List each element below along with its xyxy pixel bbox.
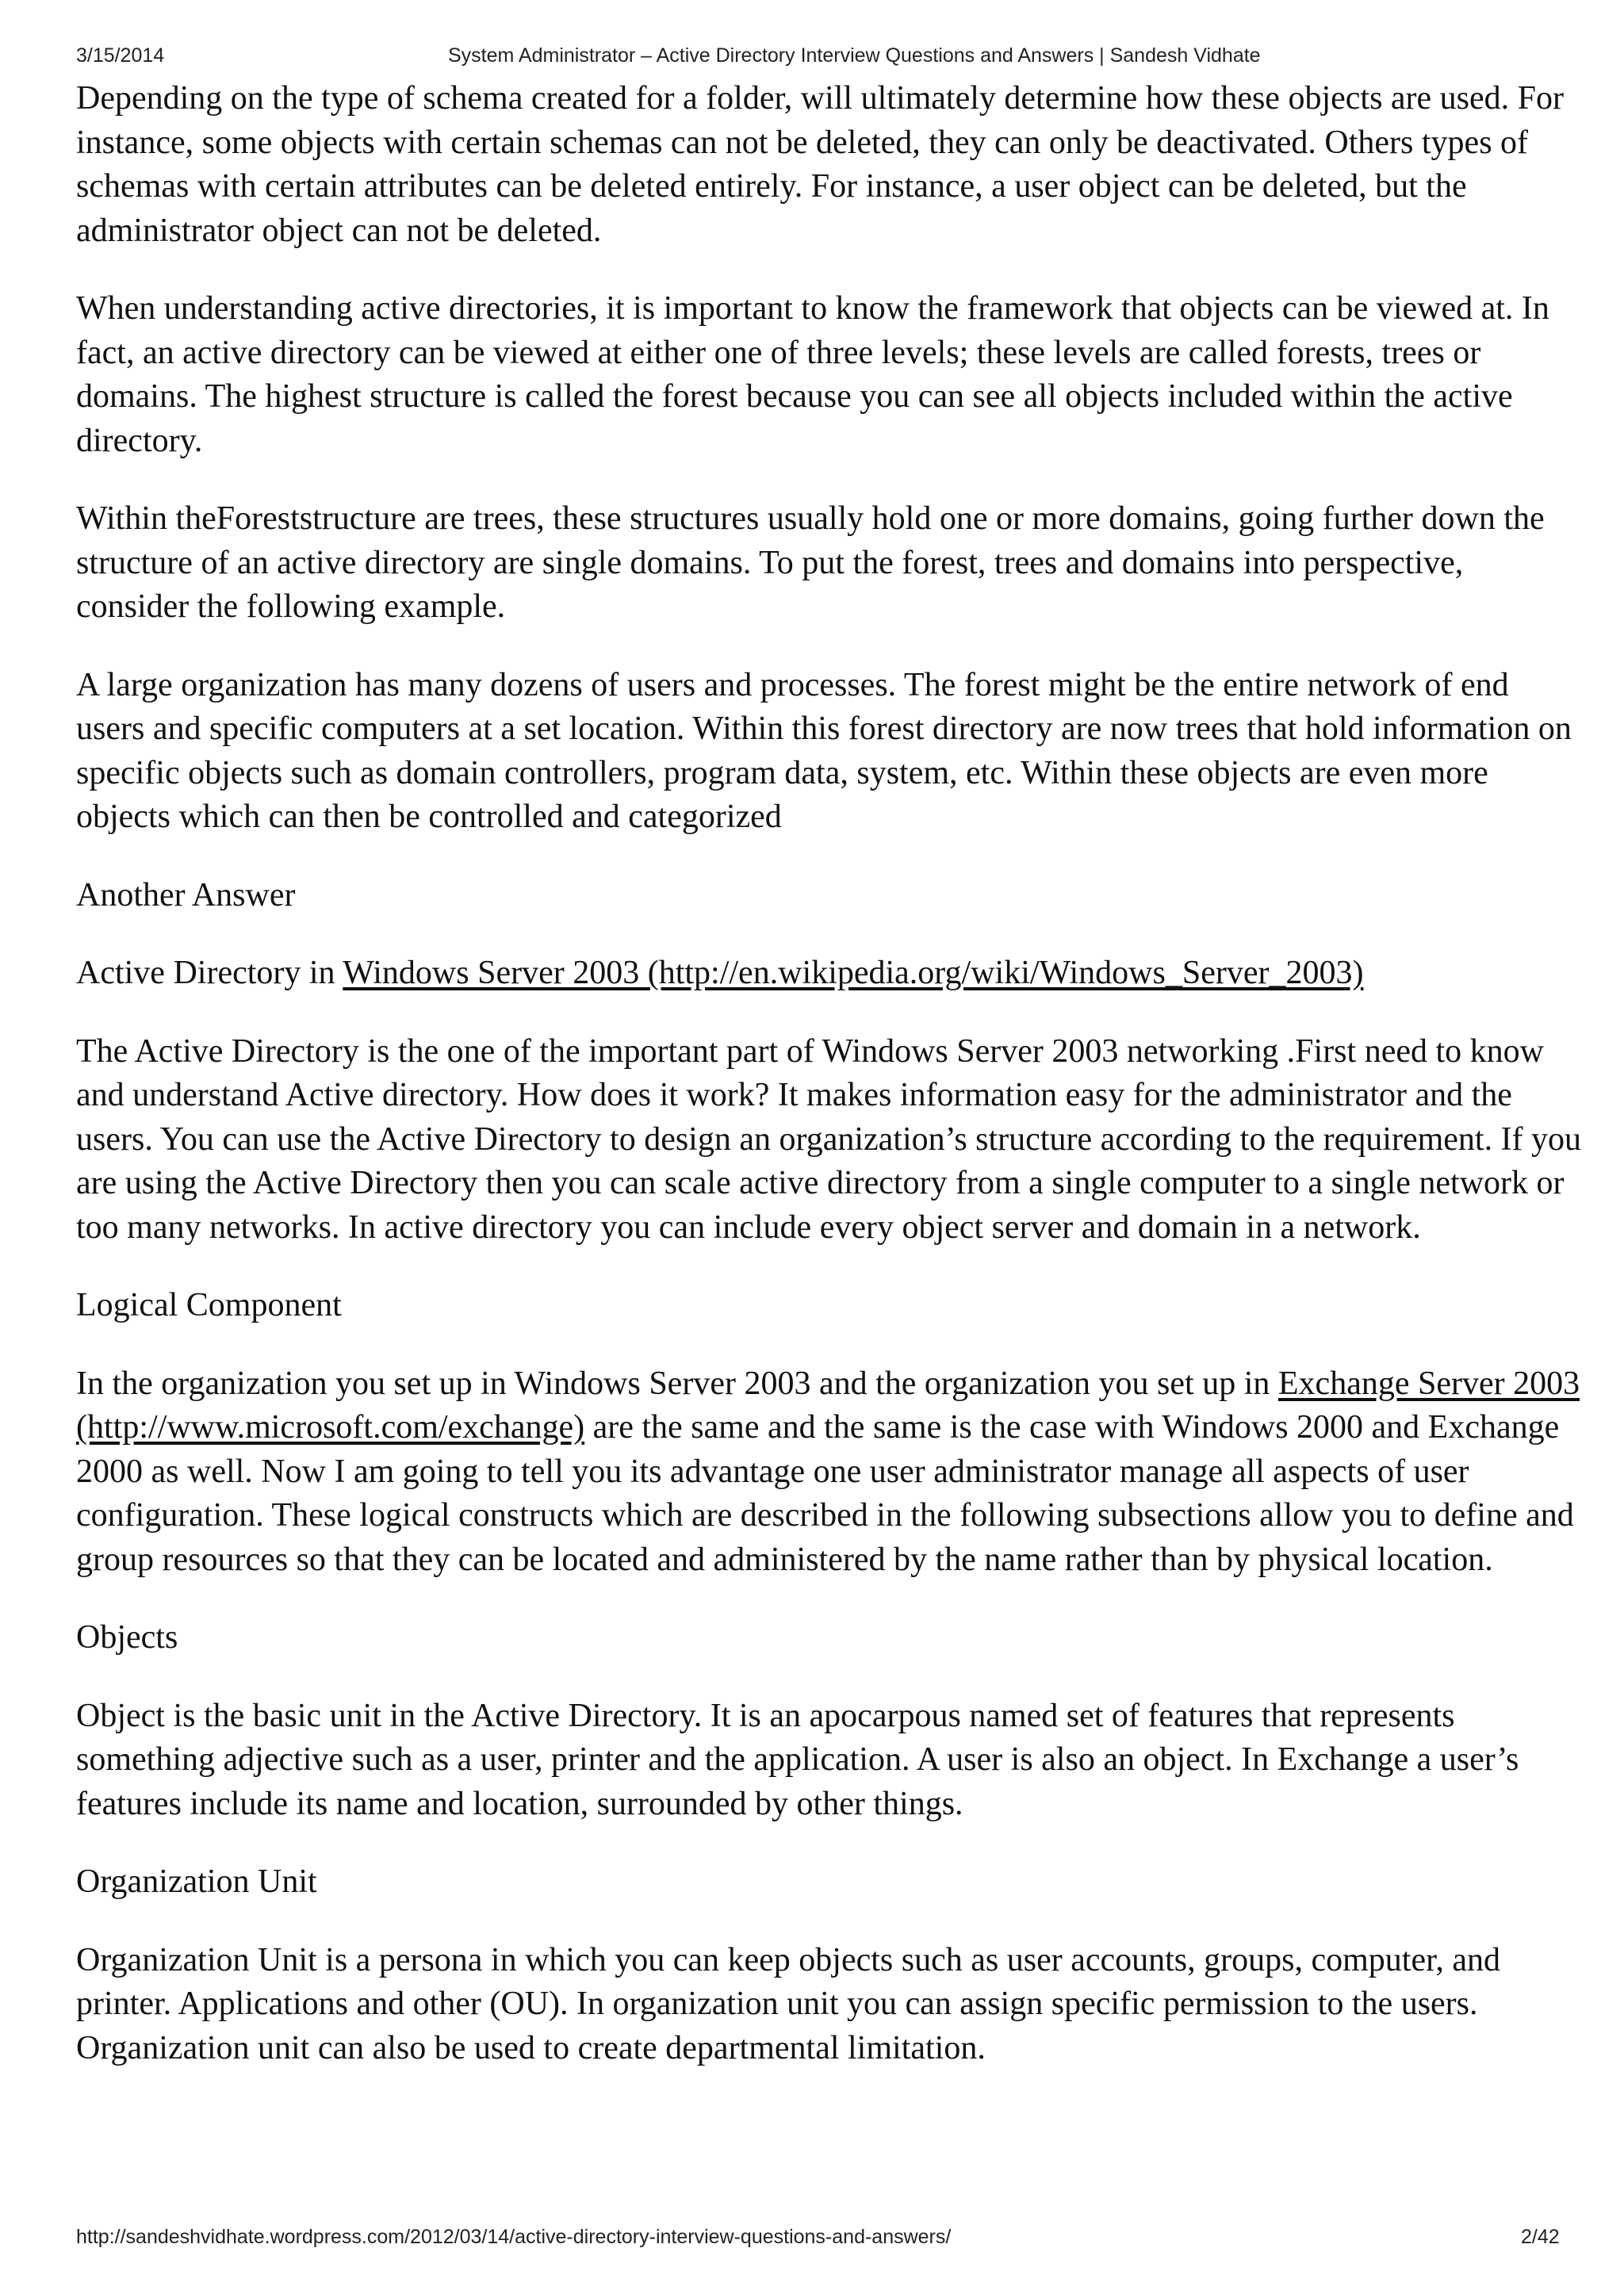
ad-prefix-text: Active Directory in bbox=[76, 955, 343, 991]
paragraph-organization-unit: Organization Unit is a persona in which you can keep objects such as user accounts, groups, computer, and printer. Applications and other (OU). In organization unit you can assign specific permission to the users. Organization unit can also be used to create departmental limitation. bbox=[76, 1941, 1501, 2066]
paragraph-example: A large organization has many dozens of users and processes. The forest might be the entire network of end users and specific computers at a set location. Within this forest directory are now trees that hold information on specific objects such as domain controllers, program data, system, etc. Within these objects are even more objects which can then be controlled and categorized bbox=[76, 666, 1572, 835]
exchange-server-link[interactable]: Exchange Server 2003 (http://www.microsoft.com/exchange) bbox=[76, 1365, 1580, 1446]
paragraph-ad-in bbox=[76, 952, 1583, 996]
logical-prefix-text: In the organization you set up in Windows Server 2003 and the organization you set up in bbox=[76, 1365, 1278, 1402]
windows-server-link[interactable]: Windows Server 2003 (http://en.wikipedia.org/wiki/Windows_Server_2003) bbox=[343, 955, 1364, 991]
paragraph-forest: Within theForeststructure are trees, these structures usually hold one or more domains, going further down the structure of an active directory are single domains. To put the forest, trees and domains into perspective, consider the following example. bbox=[76, 500, 1545, 625]
paragraph-schema: Depending on the type of schema created for a folder, will ultimately determine how these objects are used. For instance, some objects with certain schemas can not be deleted, they can only be deactivated. Others types of schemas with certain attributes can be deleted entirely. For instance, a user object can be deleted, but the administrator object can not be deleted. bbox=[76, 80, 1565, 249]
heading-logical-component: Logical Component bbox=[76, 1287, 342, 1323]
article-body bbox=[76, 77, 1583, 2104]
logical-suffix-text: are the same and the same is the case with Windows 2000 and Exchange 2000 as well. Now I am going to tell you its advantage one user administrator manage all aspects of user configuration. These logical constructs which are described in the following subsections allow you to define and group resources so that they can be located and administered by the name rather than by physical location. bbox=[76, 1409, 1574, 1578]
paragraph-levels: When understanding active directories, it is important to know the framework that objects can be viewed at. In fact, an active directory can be viewed at either one of three levels; these levels are called forests, trees or domains. The highest structure is called the forest because you can see all objects included within the active directory. bbox=[76, 290, 1549, 459]
paragraph-logical bbox=[76, 1362, 1583, 1583]
header-date: 3/15/2014 bbox=[76, 44, 165, 67]
footer-page-number: 2/42 bbox=[1521, 2226, 1560, 2248]
header-title: System Administrator – Active Directory Interview Questions and Answers | Sandesh Vidhate bbox=[448, 44, 1261, 67]
heading-another-answer: Another Answer bbox=[76, 876, 296, 913]
footer-url: http://sandeshvidhate.wordpress.com/2012/03/14/active-directory-interview-questions-and-answers/ bbox=[76, 2226, 952, 2248]
paragraph-ad-overview: The Active Directory is the one of the important part of Windows Server 2003 networking .First need to know and understand Active directory. How does it work? It makes information easy for the administrator and the users. You can use the Active Directory to design an organization’s structure according to the requirement. If you are using the Active Directory then you can scale active directory from a single computer to a single network or too many networks. In active directory you can include every object server and domain in a network. bbox=[76, 1032, 1582, 1246]
heading-organization-unit: Organization Unit bbox=[76, 1863, 317, 1900]
paragraph-objects: Object is the basic unit in the Active Directory. It is an apocarpous named set of features that represents something adjective such as a user, printer and the application. A user is also an object. In Exchange a user’s features include its name and location, surrounded by other things. bbox=[76, 1697, 1519, 1822]
heading-objects: Objects bbox=[76, 1619, 178, 1656]
